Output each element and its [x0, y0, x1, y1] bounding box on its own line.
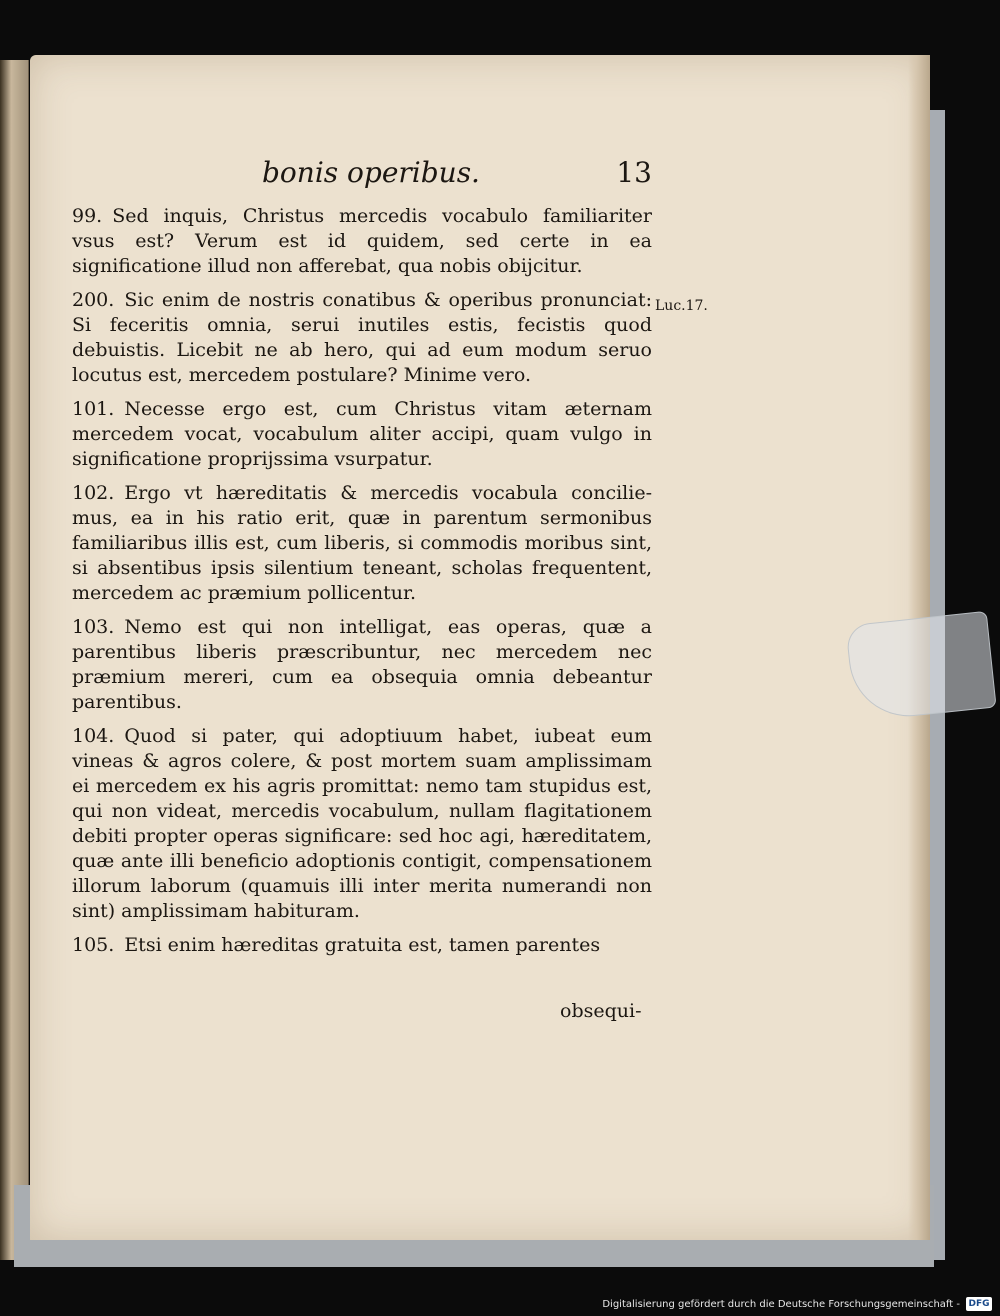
paragraph-number: 105.	[72, 934, 115, 956]
paragraph-text: Necesse ergo est, cum Christus vitam æternam mercedem vocat, vocabulum aliter accipi, quam vulgo in significatione proprijssima vsurpatur.	[72, 398, 652, 470]
paragraph-number: 102.	[72, 482, 115, 504]
running-head: bonis operibus.	[262, 156, 480, 189]
paragraph-102	[72, 481, 652, 606]
paragraph-number: 104.	[72, 725, 115, 747]
footer-credit: Digitalisierung gefördert durch die Deutsche Forschungsgemeinschaft -	[602, 1298, 960, 1310]
paragraph-101	[72, 397, 652, 472]
paragraph-103	[72, 615, 652, 715]
paragraph-text: Nemo est qui non intelligat, eas operas, quæ a parentibus liberis præscribuntur, nec mercedem nec præmium mereri, cum ea obsequia omnia debeantur parentibus.	[72, 616, 652, 713]
paragraph-99	[72, 204, 652, 279]
paragraph-number: 103.	[72, 616, 115, 638]
page-number: 13	[616, 156, 652, 189]
paragraph-105	[72, 933, 652, 958]
paragraph-text: Ergo vt hæreditatis & mercedis vocabula concilie-mus, ea in his ratio erit, quæ in parentum sermonibus familiaribus illis est, cum liberis, si commodis moribus sint, si absentibus ipsis silentium teneant, scholas frequentent, mercedem ac præmium pollicentur.	[72, 482, 652, 604]
paragraph-text: Quod si pater, qui adoptiuum habet, iubeat eum vineas & agros colere, & post mortem suam amplissimam ei mercedem ex his agris promittat: nemo tam stupidus est, qui non videat, mercedis vocabulum, nullam flagitationem debiti propter operas significare: sed hoc agi, hæreditatem, quæ ante illi beneficio adoptionis contigit, compensationem illorum laborum (quamuis illi inter merita numerandi non sint) amplissimam habituram.	[72, 725, 652, 922]
paragraph-text: Etsi enim hæreditas gratuita est, tamen parentes	[124, 934, 601, 956]
paragraph-number: 200.	[72, 289, 115, 311]
paragraph-number: 101.	[72, 398, 115, 420]
paragraph-104	[72, 724, 652, 924]
adjacent-page-edge	[0, 60, 29, 1260]
dfg-logo-icon: DFG	[966, 1297, 992, 1311]
digitization-footer	[0, 1292, 1000, 1316]
paragraph-text: Sed inquis, Christus mercedis vocabulo familiariter vsus est? Verum est id quidem, sed certe in ea significatione illud non afferebat, qua nobis obijcitur.	[72, 205, 652, 277]
paragraph-number: 99.	[72, 205, 103, 227]
catchword: obsequi-	[560, 1000, 642, 1022]
paragraph-text: Sic enim de nostris conatibus & operibus pronunciat: Si feceritis omnia, serui inutiles estis, fecistis quod debuistis. Licebit ne ab hero, qui ad eum modum seruo locutus est, mercedem postulare? Minime vero.	[72, 289, 652, 386]
page-header	[72, 156, 652, 202]
paragraph-200	[72, 288, 652, 388]
page-text	[72, 156, 652, 967]
margin-note: Luc.17.	[655, 298, 708, 314]
